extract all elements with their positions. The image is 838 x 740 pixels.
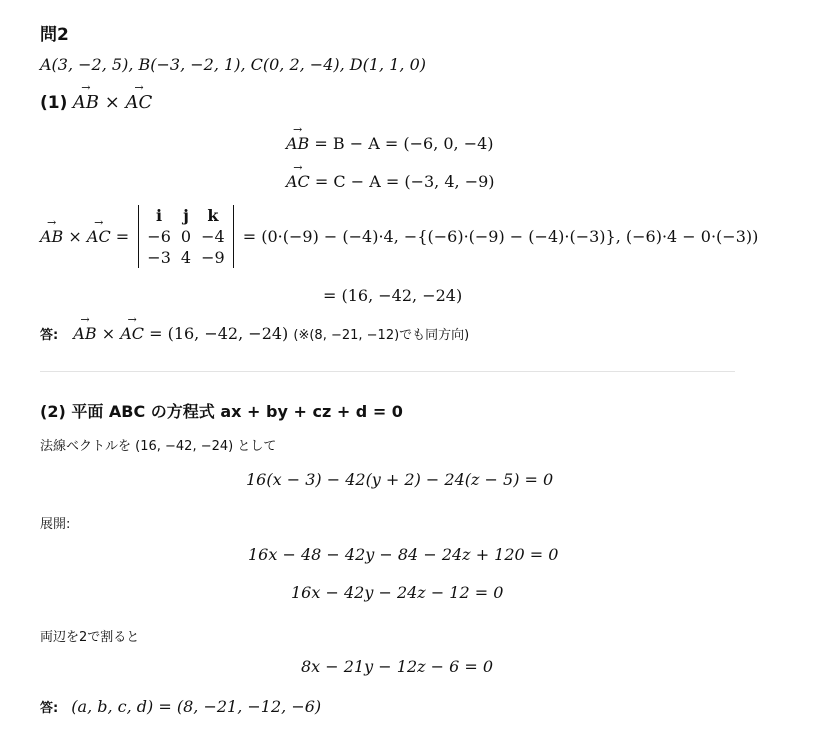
det-cell: 0 <box>180 227 192 246</box>
det-cell: k <box>207 206 219 225</box>
section-divider <box>40 371 735 372</box>
q1-label: (1) <box>40 93 68 113</box>
plane-eq-4: 8x − 21y − 12z − 6 = 0 <box>301 657 494 676</box>
det-cell: i <box>156 206 163 225</box>
points-line: A(3, −2, 5), B(−3, −2, 1), C(0, 2, −4), D(1, 1, 0) <box>40 55 426 74</box>
cross-result-simplified: = (16, −42, −24) <box>323 286 463 305</box>
answer-label: 答: <box>40 701 59 716</box>
ab-equation: → AB = B − A = (−6, 0, −4) <box>286 134 494 153</box>
normal-vector-text: 法線ベクトルを (16, −42, −24) として <box>40 439 277 454</box>
q1-answer: 答: → AB × → AC = (16, −42, −24) (※(8, −21, −12)でも同方向) <box>40 324 469 343</box>
plane-eq-3: 16x − 42y − 24z − 12 = 0 <box>291 583 504 602</box>
ac-equation: → AC = C − A = (−3, 4, −9) <box>286 172 495 191</box>
det-cell: −4 <box>201 227 225 246</box>
det-cell: −9 <box>201 248 225 267</box>
det-cell: 4 <box>180 248 192 267</box>
answer-note: (※(8, −21, −12)でも同方向) <box>293 328 470 343</box>
plane-eq-2: 16x − 48 − 42y − 84 − 24z + 120 = 0 <box>248 545 559 564</box>
answer-value: (a, b, c, d) = (8, −21, −12, −6) <box>71 697 322 716</box>
problem-title: 問2 <box>40 25 69 45</box>
det-cell: −3 <box>147 248 171 267</box>
q2-heading: (2) 平面 ABC の方程式 ax + by + cz + d = 0 <box>40 402 403 421</box>
det-cell: −6 <box>147 227 171 246</box>
divide-text: 両辺を2で割ると <box>40 630 140 645</box>
determinant-matrix <box>138 205 233 268</box>
expand-label: 展開: <box>40 517 71 532</box>
q1-heading: (1) → AB × → AC <box>40 92 152 113</box>
plane-eq-1: 16(x − 3) − 42(y + 2) − 24(z − 5) = 0 <box>246 470 554 489</box>
cross-product-line: → AB × → AC = i j k −6 0 −4 −3 4 −9 = (0·(−9) − (−4)·4, −{(−6)·(−9) − (−4)·(−3)}, (−6)·4 − 0·(−3)) <box>40 205 758 268</box>
cross-result-line: = (0·(−9) − (−4)·4, −{(−6)·(−9) − (−4)·(−3)}, (−6)·4 − 0·(−3)) <box>242 227 759 246</box>
answer-label: 答: <box>40 328 59 343</box>
q2-answer <box>40 697 321 716</box>
det-cell: j <box>183 206 189 225</box>
